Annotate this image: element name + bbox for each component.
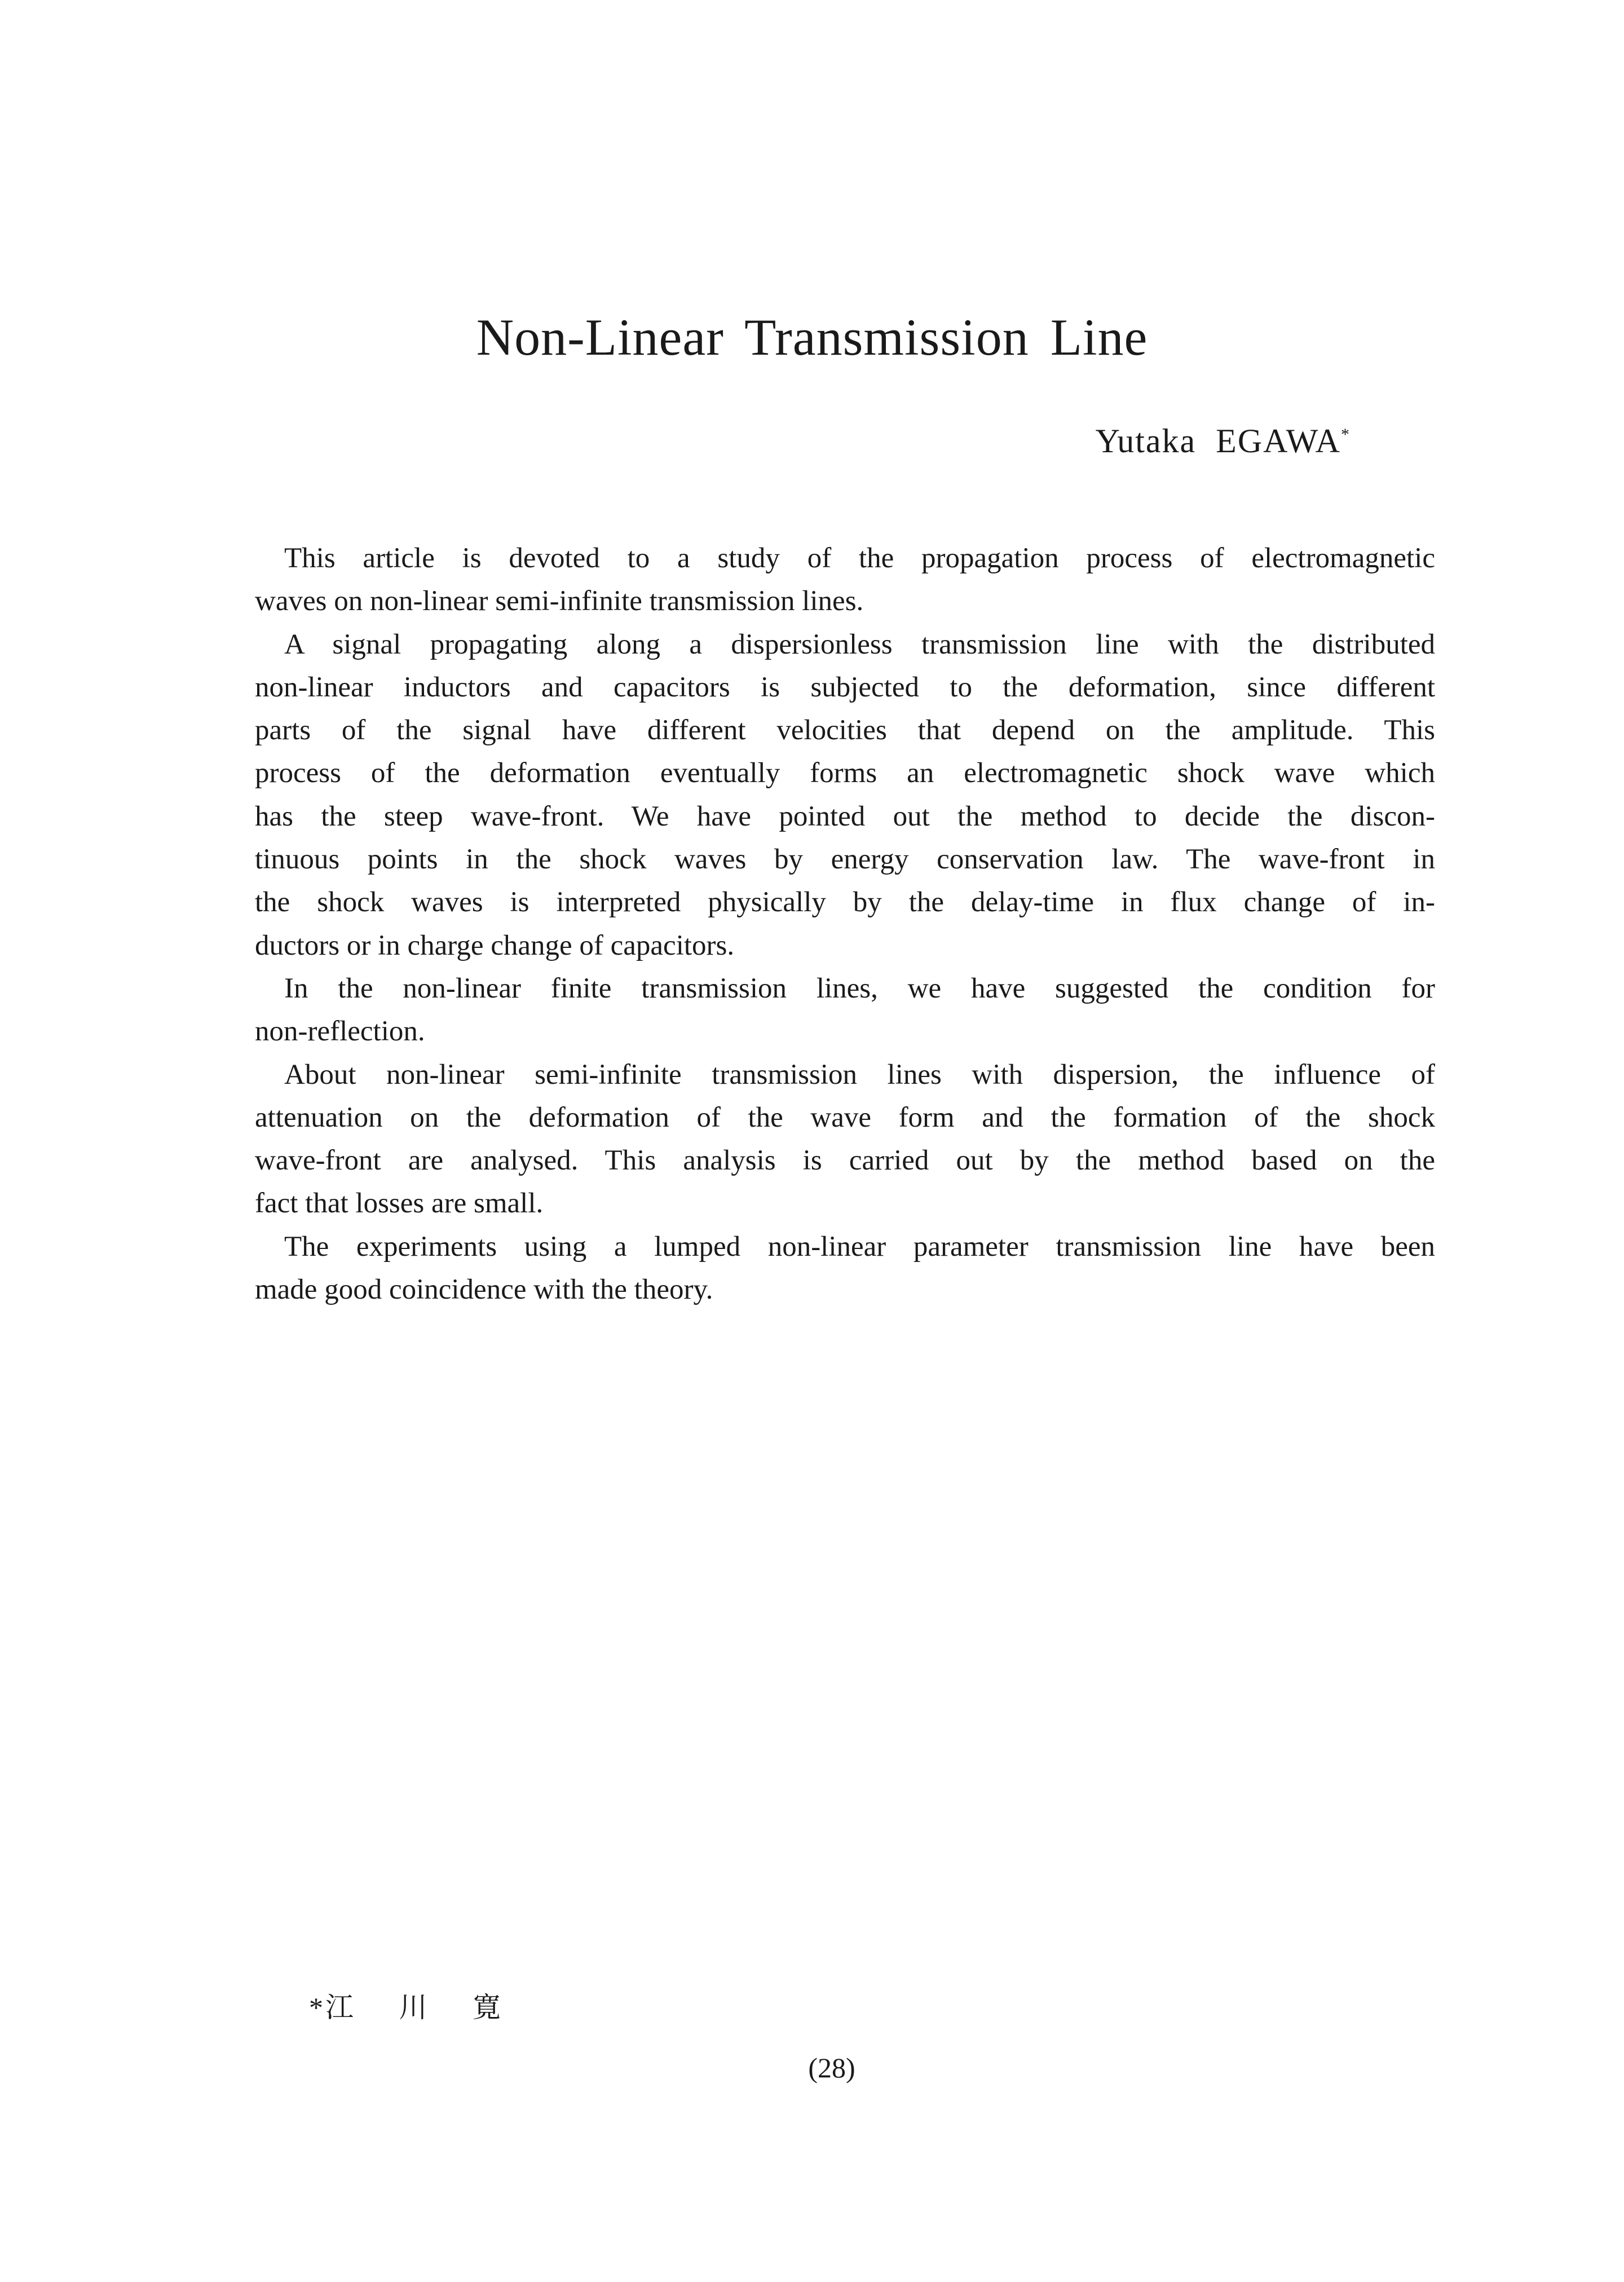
abstract-line: About non-linear semi-infinite transmission lines with dispersion, the influence of [284,1058,1435,1091]
abstract-line: non-linear inductors and capacitors is subjected to the deformation, since different [255,671,1435,703]
author-name: Yutaka EGAWA [1095,422,1341,460]
abstract-line: wave-front are analysed. This analysis is carried out by the method based on the [255,1145,1435,1177]
paper-title: Non-Linear Transmission Line [476,308,1148,366]
abstract-paragraph [255,1225,1435,1312]
abstract-paragraph [255,967,1435,1053]
author-footnote-marker: * [1341,425,1351,444]
abstract-line: parts of the signal have different velocities that depend on the amplitude. This [255,714,1435,747]
abstract-paragraph [255,537,1435,623]
author-line [1096,422,1351,461]
abstract-line: In the non-linear finite transmission lines, we have suggested the condition for [284,972,1435,1004]
abstract [255,537,1435,1311]
abstract-line: the shock waves is interpreted physically by the delay-time in flux change of in- [255,886,1435,919]
abstract-line: made good coincidence with the theory. [255,1274,713,1306]
abstract-line: attenuation on the deformation of the wave form and the formation of the shock [255,1101,1435,1133]
abstract-paragraph [255,623,1435,967]
abstract-line: fact that losses are small. [255,1188,544,1220]
abstract-line: waves on non-linear semi-infinite transmission lines. [255,585,864,617]
abstract-line: A signal propagating along a dispersionless transmission line with the distributed [284,628,1435,660]
abstract-line: This article is devoted to a study of the propagation process of electromagnetic [284,542,1435,574]
page-number: (28) [808,2052,855,2084]
abstract-line: non-reflection. [255,1016,425,1048]
abstract-line: process of the deformation eventually forms an electromagnetic shock wave which [255,757,1435,789]
abstract-line: ductors or in charge change of capacitors. [255,929,735,961]
abstract-line: has the steep wave-front. We have pointed out the method to decide the discon- [255,800,1435,832]
author-footnote: *江 川 寛 [309,1992,503,2023]
abstract-paragraph [255,1053,1435,1225]
abstract-line: The experiments using a lumped non-linear parameter transmission line have been [284,1230,1435,1263]
abstract-line: tinuous points in the shock waves by energy conservation law. The wave-front in [255,844,1435,876]
